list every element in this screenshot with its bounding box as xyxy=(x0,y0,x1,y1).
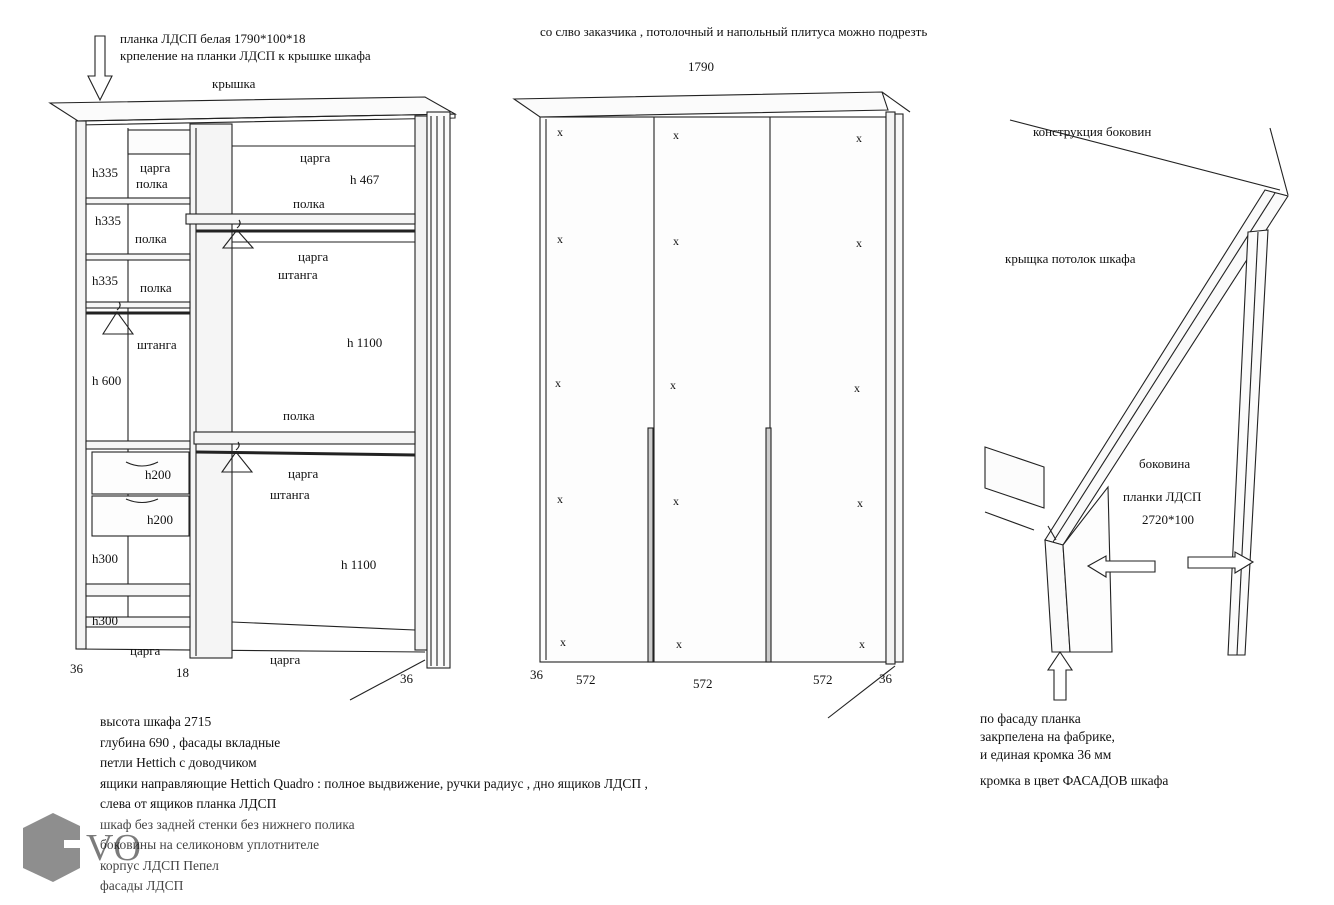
spec-notes xyxy=(100,712,648,897)
label-rod-1: штанга xyxy=(137,337,177,352)
label-shelf-1: полка xyxy=(136,176,168,191)
svg-text:x: x xyxy=(673,234,679,248)
side-construction xyxy=(985,120,1288,700)
label-rod-2: штанга xyxy=(278,267,318,282)
facade-notes xyxy=(980,710,1168,790)
dim-h467: h 467 xyxy=(350,172,380,187)
svg-text:x: x xyxy=(670,378,676,392)
svg-text:x: x xyxy=(673,494,679,508)
note-line: петли Hettich с доводчиком xyxy=(100,755,257,770)
svg-text:x: x xyxy=(673,128,679,142)
label-shelf-2: полка xyxy=(135,231,167,246)
interior-view xyxy=(50,36,455,700)
label-rod-3: штанга xyxy=(270,487,310,502)
label-side: боковина xyxy=(1139,456,1191,471)
dim-572-c: 572 xyxy=(813,672,833,687)
dim-36-d: 36 xyxy=(879,671,892,686)
label-shelf-4: полка xyxy=(293,196,325,211)
svg-text:x: x xyxy=(555,376,561,390)
down-arrow-icon xyxy=(88,36,112,100)
svg-text:x: x xyxy=(856,131,862,145)
label-shelf-3: полка xyxy=(140,280,172,295)
svg-text:x: x xyxy=(560,635,566,649)
dim-h600: h 600 xyxy=(92,373,122,388)
label-mount: крпеление на планки ЛДСП к крышке шкафа xyxy=(120,48,371,63)
dim-18: 18 xyxy=(176,665,189,680)
note-line: боковины на селиконовм уплотнителе xyxy=(100,837,320,852)
note-line: ящики направляющие Hettich Quadro : полное выдвижение, ручки радиус , дно ящиков ЛДСП , xyxy=(100,775,648,791)
dim-h1100-1: h 1100 xyxy=(347,335,383,350)
label-ceiling-top: крыщка потолок шкафа xyxy=(1005,251,1136,266)
note-line: и единая кромка 36 мм xyxy=(980,747,1112,762)
label-rail-1: царга xyxy=(140,160,171,175)
dim-36-b: 36 xyxy=(400,671,413,686)
note-line: глубина 690 , фасады вкладные xyxy=(100,734,281,750)
svg-text:x: x xyxy=(854,381,860,395)
svg-text:x: x xyxy=(676,637,682,651)
svg-text:x: x xyxy=(557,125,563,139)
note-line: высота шкафа 2715 xyxy=(100,714,212,729)
dim-h335-2: h335 xyxy=(95,213,121,228)
note-line: закрпелена на фабрике, xyxy=(980,729,1115,744)
label-rail-4: царга xyxy=(298,249,329,264)
svg-text:x: x xyxy=(859,637,865,651)
svg-text:x: x xyxy=(557,232,563,246)
dim-36-c: 36 xyxy=(530,667,543,682)
dim-h200-1: h200 xyxy=(145,467,171,482)
label-rail-2: царга xyxy=(130,643,161,658)
label-rail-6: царга xyxy=(270,652,301,667)
dim-2720x100: 2720*100 xyxy=(1142,512,1194,527)
dim-h335-3: h335 xyxy=(92,273,118,288)
note-line: фасады ЛДСП xyxy=(100,878,184,893)
dim-h1100-2: h 1100 xyxy=(341,557,377,572)
svg-text:x: x xyxy=(557,492,563,506)
note-line: шкаф без задней стенки без нижнего полика xyxy=(100,816,355,832)
svg-text:x: x xyxy=(856,236,862,250)
label-batten: планка ЛДСП белая 1790*100*18 xyxy=(120,31,306,46)
label-ldsp-battens: планки ЛДСП xyxy=(1123,489,1202,504)
note-line: слева от ящиков планка ЛДСП xyxy=(100,796,277,811)
dim-572-b: 572 xyxy=(693,676,713,691)
label-rail-3: царга xyxy=(300,150,331,165)
dim-h300-1: h300 xyxy=(92,551,118,566)
label-rail-5: царга xyxy=(288,466,319,481)
dim-h300-2: h300 xyxy=(92,613,118,628)
note-customer: со слво заказчика , потолочный и напольный плитуса можно подрезть xyxy=(540,24,928,39)
up-arrow-icon xyxy=(1048,652,1072,700)
label-top: крышка xyxy=(212,76,256,91)
dim-h335-1: h335 xyxy=(92,165,118,180)
dim-572-a: 572 xyxy=(576,672,596,687)
svg-text:x: x xyxy=(857,496,863,510)
note-line: кромка в цвет ФАСАДОВ шкафа xyxy=(980,773,1169,788)
dim-36-a: 36 xyxy=(70,661,83,676)
svg-text:VO: VO xyxy=(86,827,141,869)
note-line: по фасаду планка xyxy=(980,711,1081,726)
label-side-construction: конструкция боковин xyxy=(1033,124,1152,139)
dim-1790: 1790 xyxy=(688,59,714,74)
facade-view xyxy=(514,92,910,718)
label-shelf-5: полка xyxy=(283,408,315,423)
watermark-logo xyxy=(18,808,168,888)
note-line: корпус ЛДСП Пепел xyxy=(100,857,219,873)
dim-h200-2: h200 xyxy=(147,512,173,527)
